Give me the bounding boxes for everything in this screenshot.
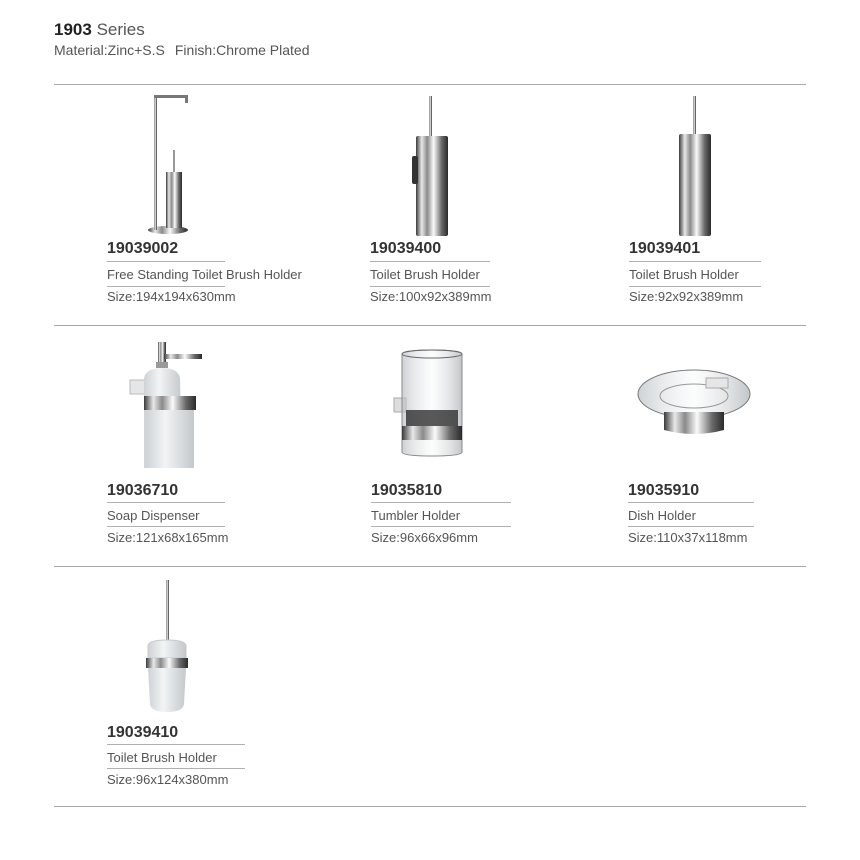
product-underline [371, 526, 511, 527]
product-code: 19039401 [629, 240, 701, 257]
product-underline [107, 286, 225, 287]
product-name: Soap Dispenser [107, 508, 200, 523]
product-underline [107, 526, 225, 527]
series-word: Series [96, 20, 145, 39]
product-size: Size:96x66x96mm [371, 530, 478, 545]
product-name: Toilet Brush Holder [107, 750, 217, 765]
product-size: Size:110x37x118mm [628, 530, 748, 545]
material-text: Material:Zinc+S.S [54, 42, 165, 58]
product-name: Dish Holder [628, 508, 696, 523]
soap-dispenser-icon [126, 338, 208, 472]
product-underline [371, 502, 511, 503]
product-underline [370, 286, 490, 287]
finish-text: Finish:Chrome Plated [174, 42, 310, 58]
product-name: Toilet Brush Holder [370, 267, 480, 282]
product-underline [628, 502, 754, 503]
product-code: 19039400 [370, 240, 442, 257]
product-underline [107, 502, 225, 503]
series-number: 1903 [54, 20, 92, 39]
product-size: Size:92x92x389mm [629, 289, 744, 304]
product-code: 19036710 [107, 482, 179, 499]
product-code: 19035810 [371, 482, 443, 499]
wall-brush-holder-icon [408, 94, 454, 238]
product-name: Toilet Brush Holder [629, 267, 739, 282]
row-divider [54, 84, 806, 85]
product-underline [629, 286, 761, 287]
product-name: Tumbler Holder [371, 508, 461, 523]
product-underline [370, 261, 490, 262]
product-size: Size:100x92x389mm [370, 289, 492, 304]
product-underline [629, 261, 761, 262]
product-size: Size:121x68x165mm [107, 530, 229, 545]
brush-holder-icon [674, 94, 716, 238]
row-divider [54, 325, 806, 326]
series-title [54, 20, 310, 40]
product-underline [628, 526, 754, 527]
row-divider [54, 806, 806, 807]
product-code: 19035910 [628, 482, 700, 499]
product-underline [107, 261, 225, 262]
frosted-brush-holder-icon [140, 578, 194, 716]
product-underline [107, 768, 245, 769]
product-size: Size:194x194x630mm [107, 289, 236, 304]
soap-dish-icon [636, 366, 754, 440]
product-underline [107, 744, 245, 745]
material-finish-line [54, 42, 310, 58]
catalog-header [54, 20, 310, 58]
product-code: 19039002 [107, 240, 179, 257]
tumbler-holder-icon [392, 348, 472, 460]
free-standing-brush-holder-icon [140, 92, 196, 238]
row-divider [54, 566, 806, 567]
product-size: Size:96x124x380mm [107, 772, 229, 787]
product-code: 19039410 [107, 724, 179, 741]
product-name: Free Standing Toilet Brush Holder [107, 267, 302, 282]
